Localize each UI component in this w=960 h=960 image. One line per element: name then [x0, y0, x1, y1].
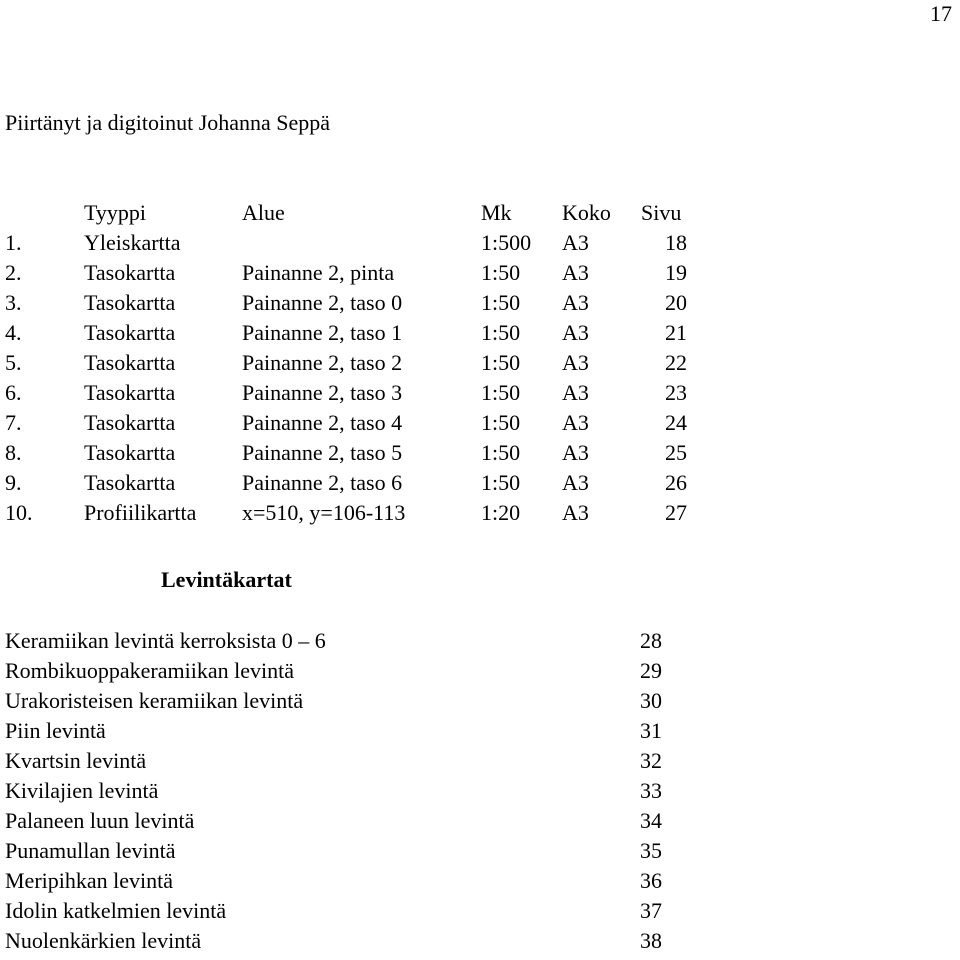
map-size: A3: [562, 380, 589, 405]
map-type: Tasokartta: [84, 350, 176, 375]
map-page: 19: [665, 260, 687, 285]
distribution-list: [0, 630, 700, 960]
map-scale: 1:20: [481, 500, 521, 525]
header-sivu: Sivu: [641, 200, 682, 225]
row-number: 3.: [5, 290, 22, 315]
map-area: Painanne 2, taso 0: [242, 290, 403, 315]
map-scale: 1:50: [481, 350, 521, 375]
map-scale: 1:50: [481, 410, 521, 435]
table-row: [0, 412, 700, 442]
map-area: Painanne 2, taso 4: [242, 410, 403, 435]
list-item: [0, 810, 700, 840]
map-scale: 1:50: [481, 320, 521, 345]
distribution-map-page: 35: [640, 838, 662, 863]
map-page: 25: [665, 440, 687, 465]
map-type: Tasokartta: [84, 290, 176, 315]
map-scale: 1:50: [481, 260, 521, 285]
row-number: 7.: [5, 410, 22, 435]
row-number: 1.: [5, 230, 22, 255]
table-row: [0, 262, 700, 292]
page-number: 17: [930, 1, 952, 26]
map-area: Painanne 2, taso 5: [242, 440, 403, 465]
list-item: [0, 840, 700, 870]
map-page: 22: [665, 350, 687, 375]
author-line: Piirtänyt ja digitoinut Johanna Seppä: [5, 110, 331, 135]
map-type: Tasokartta: [84, 410, 176, 435]
distribution-map-page: 32: [640, 748, 662, 773]
table-row: [0, 502, 700, 532]
row-number: 2.: [5, 260, 22, 285]
table-row: [0, 322, 700, 352]
map-type: Yleiskartta: [84, 230, 181, 255]
map-page: 27: [665, 500, 687, 525]
table-row: [0, 472, 700, 502]
map-size: A3: [562, 350, 589, 375]
header-koko: Koko: [562, 200, 611, 225]
map-type: Profiilikartta: [84, 500, 197, 525]
map-scale: 1:50: [481, 290, 521, 315]
distribution-map-name: Punamullan levintä: [5, 838, 176, 863]
list-item: [0, 720, 700, 750]
header-mk: Mk: [481, 200, 512, 225]
table-row: [0, 442, 700, 472]
map-area: Painanne 2, taso 3: [242, 380, 403, 405]
list-item: [0, 900, 700, 930]
table-row: [0, 292, 700, 322]
row-number: 9.: [5, 470, 22, 495]
distribution-map-name: Palaneen luun levintä: [5, 808, 195, 833]
map-size: A3: [562, 500, 589, 525]
table-row: [0, 232, 700, 262]
distribution-map-page: 29: [640, 658, 662, 683]
list-item: [0, 660, 700, 690]
map-area: Painanne 2, taso 2: [242, 350, 403, 375]
distribution-map-name: Rombikuoppakeramiikan levintä: [5, 658, 294, 683]
map-type: Tasokartta: [84, 320, 176, 345]
map-type: Tasokartta: [84, 440, 176, 465]
map-page: 23: [665, 380, 687, 405]
map-page: 18: [665, 230, 687, 255]
map-type: Tasokartta: [84, 380, 176, 405]
list-item: [0, 690, 700, 720]
header-type: Tyyppi: [84, 200, 147, 225]
distribution-map-page: 30: [640, 688, 662, 713]
header-area: Alue: [242, 200, 285, 225]
distribution-map-name: Idolin katkelmien levintä: [5, 898, 227, 923]
row-number: 5.: [5, 350, 22, 375]
distribution-map-name: Meripihkan levintä: [5, 868, 174, 893]
section-title: Levintäkartat: [161, 567, 292, 592]
map-size: A3: [562, 260, 589, 285]
table-row: [0, 382, 700, 412]
distribution-map-name: Urakoristeisen keramiikan levintä: [5, 688, 304, 713]
map-scale: 1:50: [481, 380, 521, 405]
table-header-row: [0, 202, 700, 232]
map-page: 20: [665, 290, 687, 315]
map-scale: 1:500: [481, 230, 532, 255]
map-page: 24: [665, 410, 687, 435]
map-size: A3: [562, 440, 589, 465]
map-type: Tasokartta: [84, 470, 176, 495]
distribution-map-name: Kvartsin levintä: [5, 748, 147, 773]
distribution-map-name: Keramiikan levintä kerroksista 0 – 6: [5, 628, 326, 653]
list-item: [0, 750, 700, 780]
distribution-map-name: Kivilajien levintä: [5, 778, 159, 803]
list-item: [0, 870, 700, 900]
distribution-map-page: 34: [640, 808, 662, 833]
list-item: [0, 630, 700, 660]
row-number: 6.: [5, 380, 22, 405]
distribution-map-name: Piin levintä: [5, 718, 106, 743]
row-number: 10.: [5, 500, 33, 525]
distribution-map-page: 36: [640, 868, 662, 893]
map-size: A3: [562, 320, 589, 345]
distribution-map-page: 33: [640, 778, 662, 803]
map-scale: 1:50: [481, 440, 521, 465]
map-type: Tasokartta: [84, 260, 176, 285]
map-area: x=510, y=106-113: [242, 500, 406, 525]
map-area: Painanne 2, taso 1: [242, 320, 403, 345]
map-size: A3: [562, 410, 589, 435]
map-rows: [0, 232, 700, 532]
map-area: Painanne 2, taso 6: [242, 470, 403, 495]
map-page: 26: [665, 470, 687, 495]
map-list-table: [0, 202, 700, 532]
distribution-map-page: 38: [640, 928, 662, 953]
map-area: Painanne 2, pinta: [242, 260, 395, 285]
map-scale: 1:50: [481, 470, 521, 495]
distribution-map-page: 28: [640, 628, 662, 653]
distribution-map-name: Nuolenkärkien levintä: [5, 928, 202, 953]
row-number: 8.: [5, 440, 22, 465]
distribution-map-page: 37: [640, 898, 662, 923]
row-number: 4.: [5, 320, 22, 345]
map-size: A3: [562, 290, 589, 315]
map-size: A3: [562, 470, 589, 495]
table-row: [0, 352, 700, 382]
distribution-map-page: 31: [640, 718, 662, 743]
list-item: [0, 780, 700, 810]
map-page: 21: [665, 320, 687, 345]
map-size: A3: [562, 230, 589, 255]
